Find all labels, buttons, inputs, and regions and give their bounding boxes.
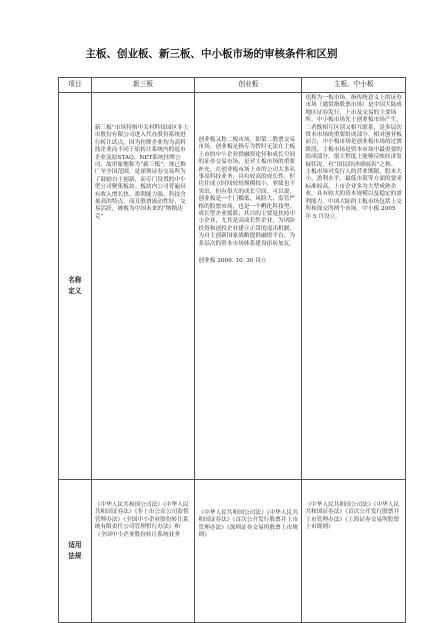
row-label-definition: [59, 93, 92, 480]
cell-zhuban-regulations: [302, 480, 406, 623]
cell-text: 新三板”市场特指中关村科技园区非上市股份有限公司进入代办股份系统进行转让试点，因为挂牌企业均为高科技企业而不同于原转让系统内的退市企业及原STAQ、NET系统挂牌公司，故形象地称为“新三板”。现已推广至全国范围，是深圳证券交易所为了鼓励自主创新，而专门设置的中小型公司聚集板块。板块内公司普遍具有收入增长快、盈利能力强、科技含量高的特点，而且股票流动性好，交易活跃，被视为中国未来的“纳斯达克”: [94, 125, 189, 220]
row-label-line: 适用: [68, 541, 82, 549]
cell-xinsanban-definition: [91, 93, 195, 480]
row-label-line: 法规: [68, 552, 82, 560]
header-chuangyeban: 创业板: [195, 78, 302, 93]
table-header-row: [59, 78, 406, 93]
header-xinsanban: 新三板: [91, 78, 195, 93]
cell-zhuban-definition: [302, 93, 406, 480]
row-label-regulations: [59, 480, 92, 623]
document-title: 主板、创业板、新三板、中小板市场的审核条件和区别: [85, 48, 338, 60]
cell-text: 《中华人民共和国公司法》《中华人民共和国证券法》《首次公开发行股票并上市管理办法》《深圳证券交易所股票上市规则》: [198, 510, 298, 539]
cell-text: 也称为一板市场，指传统意义上的证券市场（通常指股票市场）是中国大陆成地区证券发行，上市及交易的主要场所。中小板市场先于创业板市场产生，二者既相互区别又相互联系，是多层次资本市场的重要组成部分。相对创业板而言，中小板市场是创业板市场的过渡阶段，主板市场是资本市场中最重要的组成部分，很大程度上能够反映经济发展状况，有“国民经济晴雨表”之称。主板市场对发行人的营业期限、股本大小、盈利水平、最低市值等方面的要求标准较高，上市企业多为大型成熟企业，具有较大的资本规模以及稳定的盈利能力。中国大陆的主板市场包括上交所和深交所两个市场。中小板 2005 年 5 月设立。: [305, 95, 402, 220]
cell-note: 创业板 2009. 10. 30 设立: [198, 258, 267, 265]
cell-chuangyeban-regulations: [195, 480, 302, 623]
table-row: [59, 93, 406, 480]
cell-text: 《中华人民共和国公司法》《中华人民共和国证券法》《首次公开发行股票并上市管理办法》《上海证券交易所股票上市规则》: [305, 502, 400, 531]
table-row: [59, 480, 406, 623]
cell-xinsanban-regulations: [91, 480, 195, 623]
cell-text: 《中华人民共和国公司法》《中华人民共和国证券法》《非上市公众公司监督管理办法》《全国中小企业股份转让系统有限责任公司管理暂行办法》和《全国中小企业股份转让系统业务: [94, 502, 189, 538]
row-label-line: 定义: [68, 287, 82, 295]
cell-chuangyeban-definition: [195, 93, 302, 480]
header-item: 项目: [59, 78, 92, 93]
header-zhuban: 主板、中小板: [302, 78, 406, 93]
cell-text: 创业板又称二板市场，即第二股票交易市场。创业板是指专为暂时无法在主板上市的中小企业供融资途径和成长空间的证券交易市场，是对主板市场的重要补充，在创业板市场上市的公司大多从事高科技业务，具有较高的成长性，但往往成立时间较短规模较小，业绩也不突出，但有很大的成长空间。可以说，创业板是一个门槛低、风险大、监管严格的股票市场，也是一个孵化科技型、成长型企业摇篮；其目的主要是扶持中小企业，尤其是高成长性企业，为风险投资和创投企业建立正常的退出机制，为自主创新国家战略提供融资平台，为多层次的资本市场体系建设添砖加瓦。: [198, 137, 296, 247]
comparison-table: [58, 77, 406, 623]
row-label-line: 名称: [68, 276, 82, 284]
